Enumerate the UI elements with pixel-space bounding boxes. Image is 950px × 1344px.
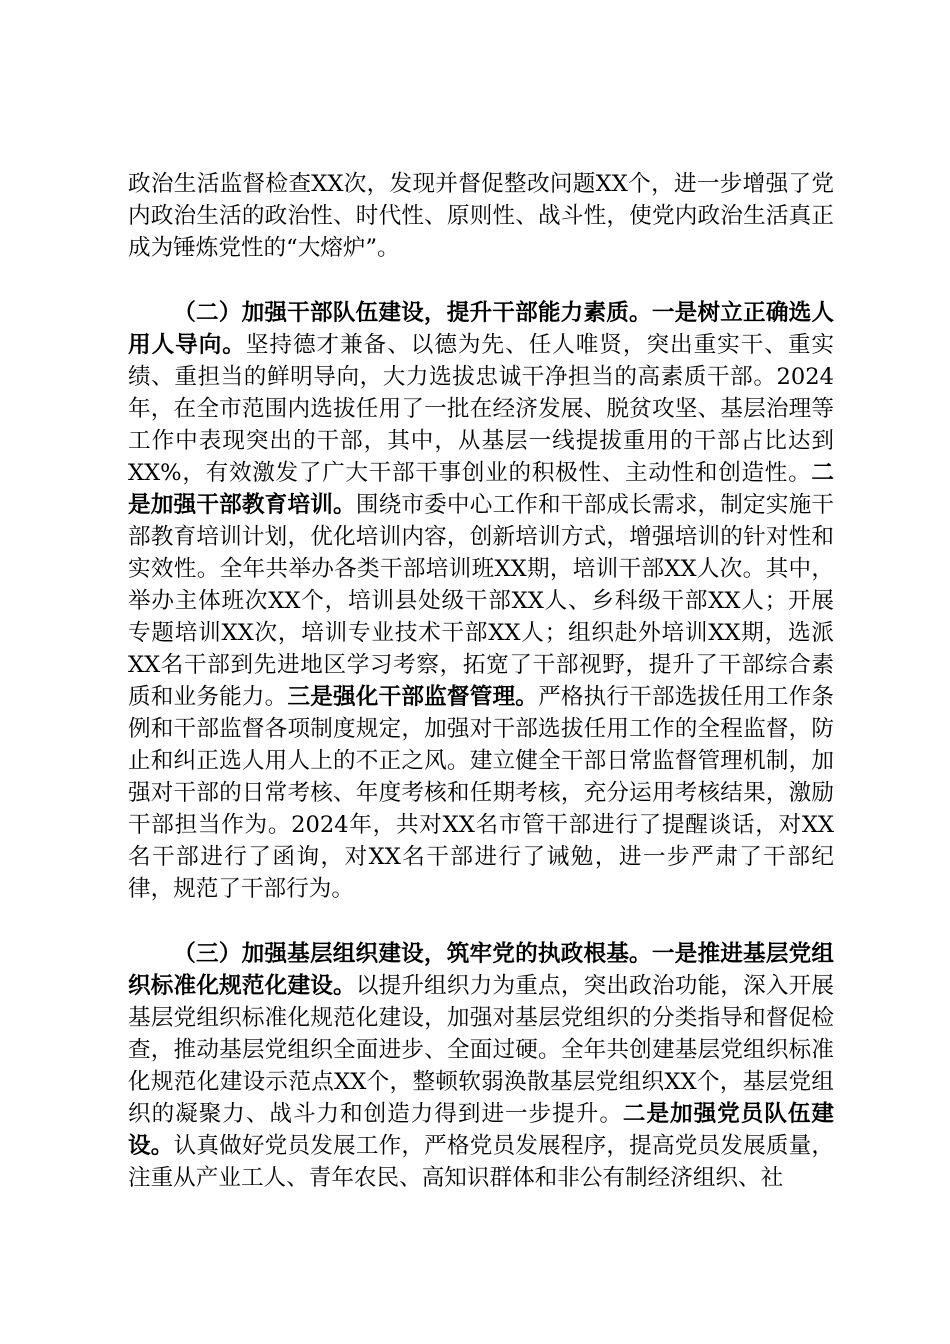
paragraph-2-text-3: 严格执行干部选拔任用工作条例和干部监督各项制度规定，加强对干部选拔任用工作的全程监督，防止和纠正选人用人上的不正之风。建立健全干部日常监督管理机制，加强对干部的日常考核、年度考核和任期考核，充分运用考核结果，激励干部担当作为。2024年，共对XX名市管干部进行了提醒谈话，对XX名干部进行了函询，对XX名干部进行了诫勉，进一步严肃了干部纪律，规范了干部行为。 bbox=[128, 684, 835, 902]
paragraph-2-subheading-2: 二是加强干部教育培训。 bbox=[128, 460, 834, 518]
paragraph-2-subheading-3: 三是强化干部监督管理。 bbox=[287, 684, 539, 710]
paragraph-2 bbox=[128, 297, 834, 905]
paragraph-2-text-1: 坚持德才兼备、以德为先、任人唯贤，突出重实干、重实绩、重担当的鲜明导向，大力选拔忠诚干净担当的高素质干部。2024年，在全市范围内选拔任用了一批在经济发展、脱贫攻坚、基层治理等工作中表现突出的干部，其中，从基层一线提拔重用的干部占比达到XX%，有效激发了广大干部干事创业的积极性、主动性和创造性。 bbox=[128, 332, 835, 486]
paragraph-3-text-1: 以提升组织力为重点，突出政治功能，深入开展基层党组织标准化规范化建设，加强对基层党组织的分类指导和督促检查，推动基层党组织全面进步、全面过硬。全年共创建基层党组织标准化规范化建设示范点XX个，整顿软弱涣散基层党组织XX个，基层党组织的凝聚力、战斗力和创造力得到进一步提升。 bbox=[128, 973, 835, 1127]
paragraph-3 bbox=[128, 938, 834, 1194]
paragraph-1 bbox=[128, 168, 834, 264]
paragraph-2-text-2: 围绕市委中心工作和干部成长需求，制定实施干部教育培训计划，优化培训内容，创新培训方式，增强培训的针对性和实效性。全年共举办各类干部培训班XX期，培训干部XX人次。其中，举办主体班次XX个，培训县处级干部XX人、乡科级干部XX人；开展专题培训XX次，培训专业技术干部XX人；组织赴外培训XX期，选派XX名干部到先进地区学习考察，拓宽了干部视野，提升了干部综合素质和业务能力。 bbox=[128, 492, 835, 710]
paragraph-1-text: 政治生活监督检查XX次，发现并督促整改问题XX个，进一步增强了党内政治生活的政治性、时代性、原则性、战斗性，使党内政治生活真正成为锤炼党性的“大熔炉”。 bbox=[128, 171, 834, 261]
paragraph-3-heading: （三）加强基层组织建设，筑牢党的执政根基。一是推进基层党组织标准化规范化建设。 bbox=[128, 941, 834, 999]
paragraph-3-text-2: 认真做好党员发展工作，严格党员发展程序，提高党员发展质量，注重从产业工人、青年农民、高知识群体和非公有制经济组织、社 bbox=[128, 1133, 835, 1191]
paragraph-2-heading: （二）加强干部队伍建设，提升干部能力素质。一是树立正确选人用人导向。 bbox=[128, 300, 834, 358]
paragraph-3-subheading-2: 二是加强党员队伍建设。 bbox=[128, 1101, 835, 1159]
document-body bbox=[128, 168, 834, 1227]
